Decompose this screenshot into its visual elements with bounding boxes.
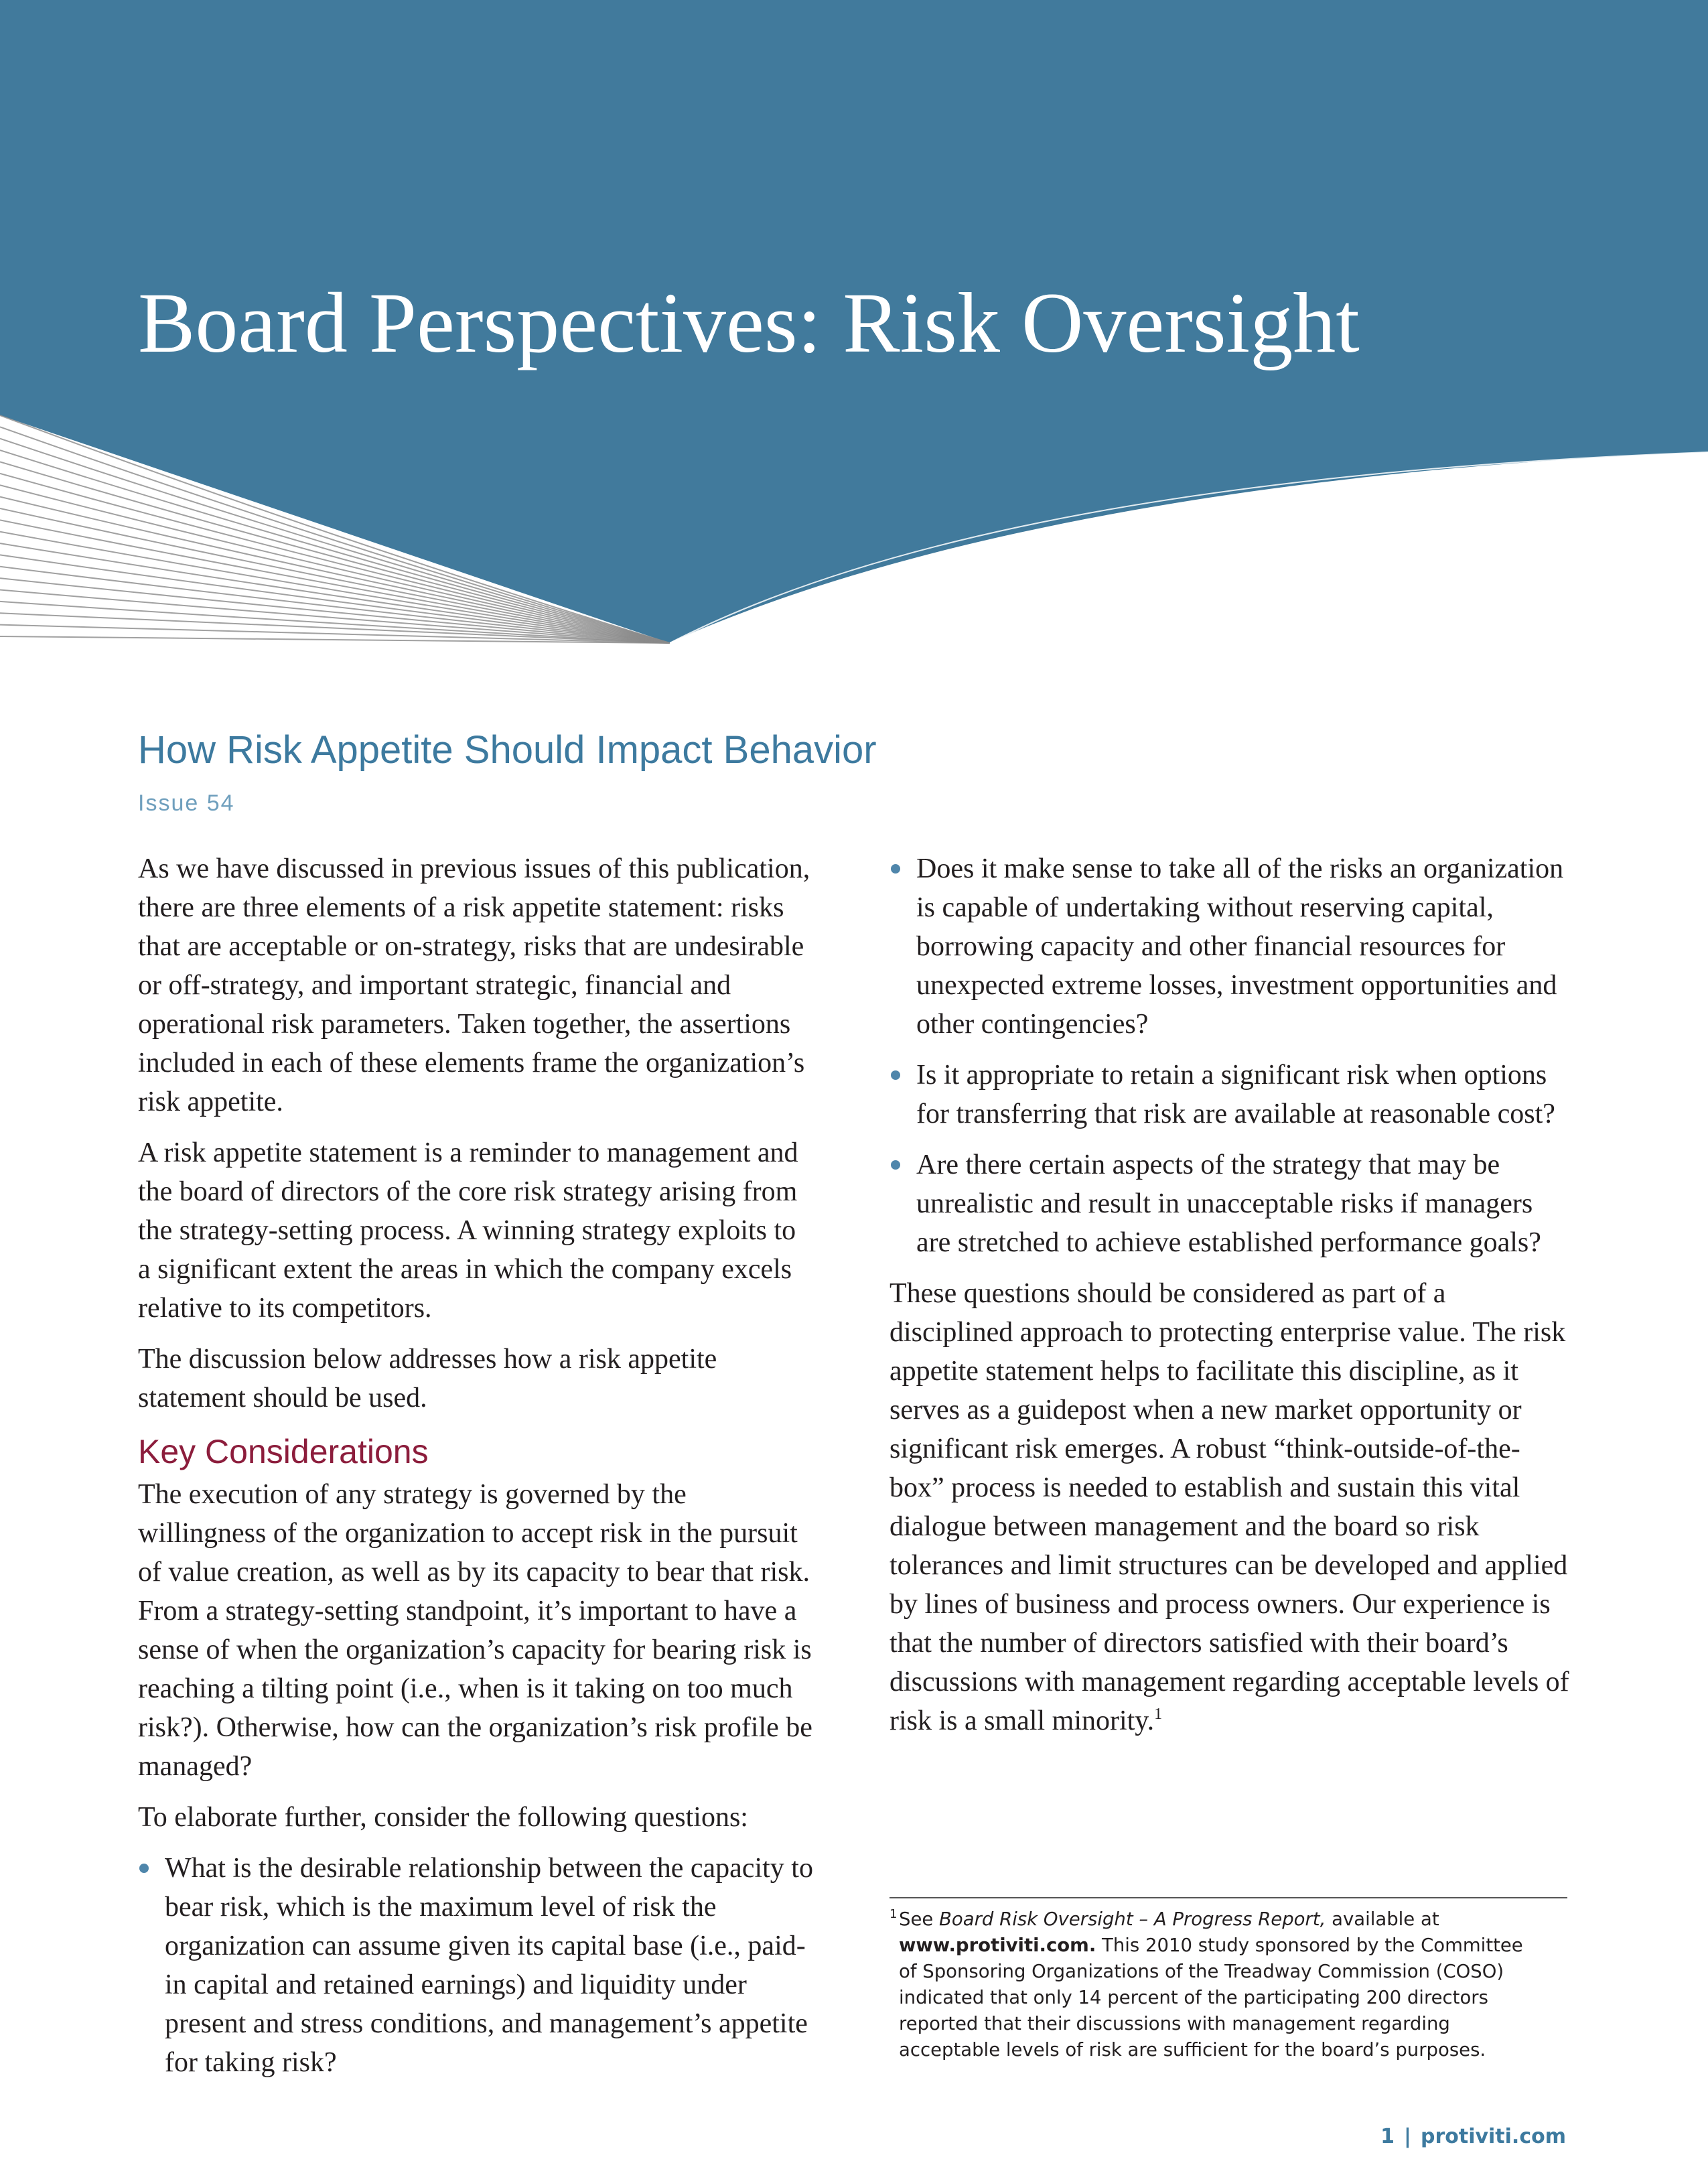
page-number: 1 — [1380, 2125, 1395, 2148]
list-item-text: Does it make sense to take all of the risks an organization is capable of undertaking without reserving capital, borrowing capacity and other financial resources for unexpected extreme losses, investment opportunities and other contingencies? — [916, 853, 1564, 1040]
swoosh-line-light — [670, 596, 1708, 644]
footnote-line-4: indicated that only 14 percent of the participating 200 directors — [899, 1987, 1488, 2008]
paragraph-questions-intro: To elaborate further, consider the following questions: — [138, 1802, 748, 1833]
header-banner — [0, 0, 1708, 817]
left-column — [138, 849, 814, 2094]
list-item — [138, 1849, 814, 2082]
footnote-available: available at — [1332, 1908, 1439, 1930]
bullet-icon — [891, 1070, 900, 1080]
footnote-body — [889, 1906, 1567, 2063]
bullet-icon — [139, 1864, 149, 1873]
question-list — [138, 1849, 814, 2082]
question-list-continued — [889, 849, 1573, 1262]
footnote-line-2 — [899, 1933, 1567, 1959]
footnote — [889, 1897, 1567, 2063]
footnote-line-3: of Sponsoring Organizations of the Treadway Commission (COSO) — [899, 1961, 1504, 1982]
list-item — [889, 1145, 1573, 1262]
footnote-see: See — [899, 1908, 934, 1930]
footnote-line-6: acceptable levels of risk are sufficient for the board’s purposes. — [899, 2039, 1486, 2061]
footer-site-link[interactable]: protiviti.com — [1420, 2125, 1566, 2148]
list-item — [889, 1056, 1573, 1133]
footnote-reference: 1 — [1154, 1705, 1163, 1723]
footnote-line-1 — [899, 1906, 1567, 1933]
paragraph-discussion: The discussion below addresses how a risk appetite statement should be used. — [138, 1344, 717, 1413]
swoosh-line-light — [670, 643, 1708, 740]
footnote-study: This 2010 study sponsored by the Committee — [1102, 1935, 1523, 1956]
right-column — [889, 849, 1573, 1752]
paragraph-statement: A risk appetite statement is a reminder to management and the board of directors of the core risk strategy arising from the strategy-setting process. A winning strategy exploits to a significant extent the areas in which the company excels relative to its competitors. — [138, 1137, 798, 1324]
issue-number: Issue 54 — [138, 790, 235, 816]
footnote-mark: 1 — [889, 1907, 898, 1921]
swoosh-line-light — [670, 578, 1708, 643]
list-item-text: Is it appropriate to retain a significant risk when options for transferring that risk are available at reasonable cost? — [916, 1060, 1555, 1129]
list-item-text: Are there certain aspects of the strategy that may be unrealistic and result in unacceptable risks if managers are stretched to achieve established performance goals? — [916, 1150, 1541, 1258]
article-subtitle: How Risk Appetite Should Impact Behavior — [138, 728, 877, 772]
paragraph-intro: As we have discussed in previous issues of this publication, there are three elements of a risk appetite statement: risks that are acceptable or on-strategy, risks that are undesirable or off-strategy, and important strategic, financial and operational risk parameters. Taken together, the assertions included in each of these elements frame the organization’s risk appetite. — [138, 853, 810, 1117]
bullet-icon — [891, 864, 900, 874]
footnote-reference-title: Board Risk Oversight – A Progress Report, — [939, 1908, 1326, 1930]
paragraph-conclusion-text: These questions should be considered as part of a disciplined approach to protecting enterprise value. The risk appetite statement helps to facilitate this discipline, as it serves as a guidepost when a new market opportunity or significant risk emerges. A robust “think-outside-of-the-box” process is needed to establish and sustain this vital dialogue between management and the board so risk tolerances and limit structures can be developed and applied by lines of business and process owners. Our experience is that the number of directors satisfied with their board’s discussions with management regarding acceptable levels of risk is a small minority. — [889, 1278, 1569, 1736]
footnote-url[interactable]: www.protiviti.com. — [899, 1935, 1096, 1956]
footnote-line-5: reported that their discussions with management regarding — [899, 2013, 1450, 2034]
swoosh-line-light — [670, 631, 1708, 654]
bullet-icon — [891, 1160, 900, 1170]
page-title: Board Perspectives: Risk Oversight — [138, 275, 1360, 370]
list-item — [889, 849, 1573, 1044]
swoosh-line-light — [670, 614, 1708, 647]
paragraph-conclusion — [889, 1274, 1573, 1740]
footer-separator: | — [1404, 2125, 1411, 2148]
section-heading-key-considerations: Key Considerations — [138, 1433, 429, 1470]
page-footer — [1380, 2125, 1566, 2148]
paragraph-execution: The execution of any strategy is governed by the willingness of the organization to accept risk in the pursuit of value creation, as well as by its capacity to bear that risk. From a strategy-setting standpoint, it’s important to have a sense of when the organization’s capacity for bearing risk is reaching a tilting point (i.e., when is it taking on too much risk?). Otherwise, how can the organization’s risk profile be managed? — [138, 1479, 812, 1782]
list-item-text: What is the desirable relationship between the capacity to bear risk, which is the maximum level of risk the organization can assume given its capital base (i.e., paid-in capital and retained earnings) and liquidity under present and stress conditions, and management’s appetite for taking risk? — [165, 1853, 813, 2078]
